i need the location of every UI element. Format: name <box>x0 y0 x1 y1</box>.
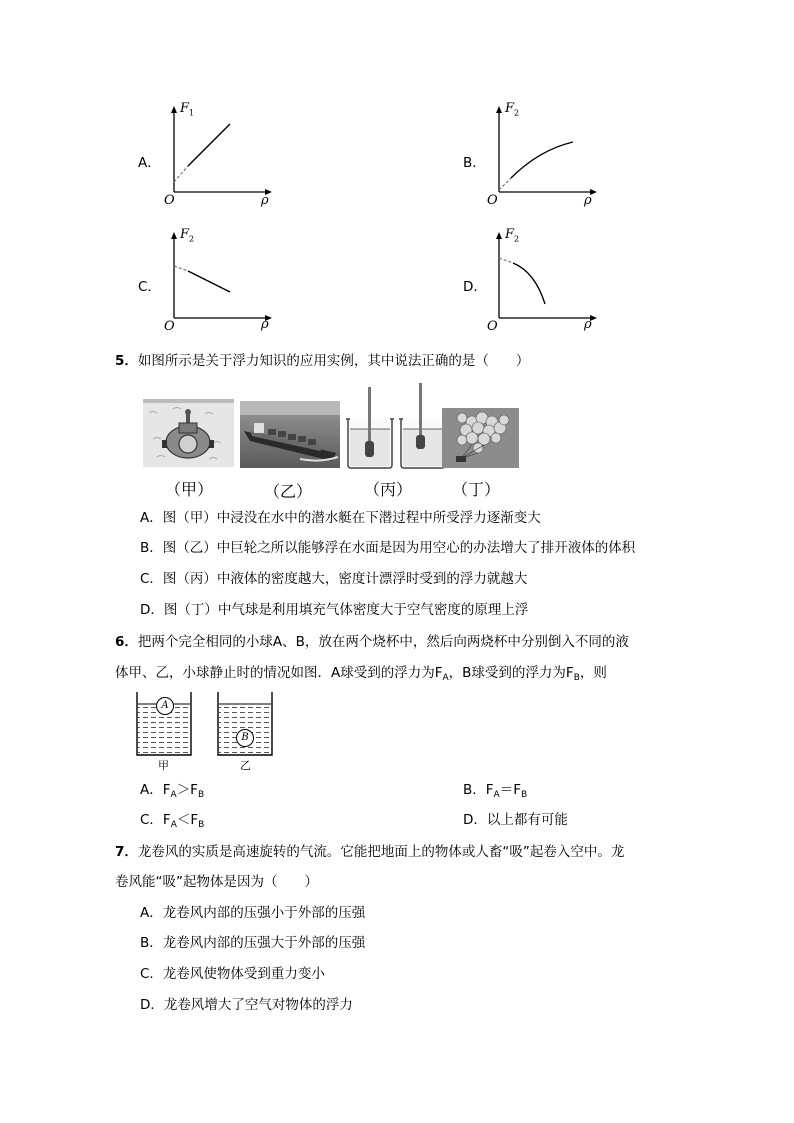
q7-number: 7． <box>115 844 138 860</box>
q6-number: 6． <box>115 634 138 650</box>
graph-a-rho-label: ρ <box>261 193 269 208</box>
q5-stem-text: 如图所示是关于浮力知识的应用实例，其中说法正确的是（ ） <box>137 353 530 369</box>
q5-caption-bing: （丙） <box>364 480 413 499</box>
q6-ball-b-label: B <box>241 732 249 743</box>
graph-a-origin-label: O <box>164 193 175 208</box>
graph-b-rho-label: ρ <box>584 193 592 208</box>
q7-option-c: C．龙卷风使物体受到重力变小 <box>140 966 325 982</box>
graph-b <box>461 100 661 215</box>
q5-option-d: D．图（丁）中气球是利用填充气体密度大于空气密度的原理上浮 <box>140 602 529 618</box>
q6-ball-b <box>236 729 254 747</box>
graph-c-origin-label: O <box>164 319 175 334</box>
q6-stem-line1-text: 把两个完全相同的小球A、B，放在两个烧杯中，然后向两烧杯中分别倒入不同的液 <box>137 634 629 650</box>
graph-b-letter: B． <box>463 155 486 171</box>
q5-option-c: C．图（丙）中液体的密度越大，密度计漂浮时受到的浮力就越大 <box>140 571 528 587</box>
q5-submarine-image <box>143 399 234 467</box>
q5-balloons-image <box>442 408 519 468</box>
graph-a <box>136 100 336 215</box>
q7-stem-line1 <box>115 842 624 862</box>
q5-hydrometer-beaker-1 <box>345 385 395 469</box>
q6-option-c: C．$F_A<F_B$ <box>140 812 205 830</box>
q5-caption-jia: （甲） <box>165 480 214 499</box>
graph-d <box>461 226 661 341</box>
graph-b-force-label: $F_2$ <box>505 101 520 118</box>
graph-c-letter: C． <box>138 279 161 295</box>
q6-option-b: B．$F_A=F_B$ <box>463 782 528 800</box>
q5-option-a: A．图（甲）中浸没在水中的潜水艇在下潜过程中所受浮力逐渐变大 <box>140 510 541 526</box>
q5-number: 5． <box>115 353 138 369</box>
q6-ball-a-label: A <box>161 700 169 711</box>
q5-caption-yi: （乙） <box>264 482 313 501</box>
q7-option-a: A．龙卷风内部的压强小于外部的压强 <box>140 905 366 921</box>
graph-c-rho-label: ρ <box>261 317 269 332</box>
q7-option-d: D．龙卷风增大了空气对物体的浮力 <box>140 997 353 1013</box>
q6-option-a: A．$F_A>F_B$ <box>140 782 205 800</box>
q7-stem-line1-text: 龙卷风的实质是高速旋转的气流。它能把地面上的物体或人畜“吸”起卷入空中。龙 <box>137 844 625 860</box>
graph-a-letter: A． <box>138 155 161 171</box>
q6-stem-line2: 体甲、乙，小球静止时的情况如图．A球受到的浮力为$F_A$，B球受到的浮力为$F_B$，则 <box>115 665 607 683</box>
q5-ship-image <box>240 401 340 468</box>
graph-d-origin-label: O <box>487 319 498 334</box>
graph-d-letter: D． <box>463 279 487 295</box>
graph-d-force-label: $F_2$ <box>505 227 520 244</box>
q5-hydrometer-beaker-2 <box>398 383 448 469</box>
q7-option-b: B．龙卷风内部的压强大于外部的压强 <box>140 935 366 951</box>
graph-d-rho-label: ρ <box>584 317 592 332</box>
q6-option-d: D．以上都有可能 <box>463 812 568 828</box>
q6-stem-line1 <box>115 632 629 652</box>
graph-c <box>136 226 336 341</box>
graph-c-force-label: $F_2$ <box>180 227 195 244</box>
q7-stem-line2: 卷风能“吸”起物体是因为（ ） <box>115 874 318 890</box>
q5-stem <box>115 351 529 371</box>
graph-a-force-label: $F_1$ <box>180 101 195 118</box>
q6-ball-a <box>156 697 174 715</box>
graph-b-origin-label: O <box>487 193 498 208</box>
q6-beaker-jia-label: 甲 <box>158 759 169 772</box>
q5-option-b: B．图（乙）中巨轮之所以能够浮在水面是因为用空心的办法增大了排开液体的体积 <box>140 540 636 556</box>
q5-caption-ding: （丁） <box>452 480 501 499</box>
q6-beaker-yi-label: 乙 <box>240 759 251 772</box>
